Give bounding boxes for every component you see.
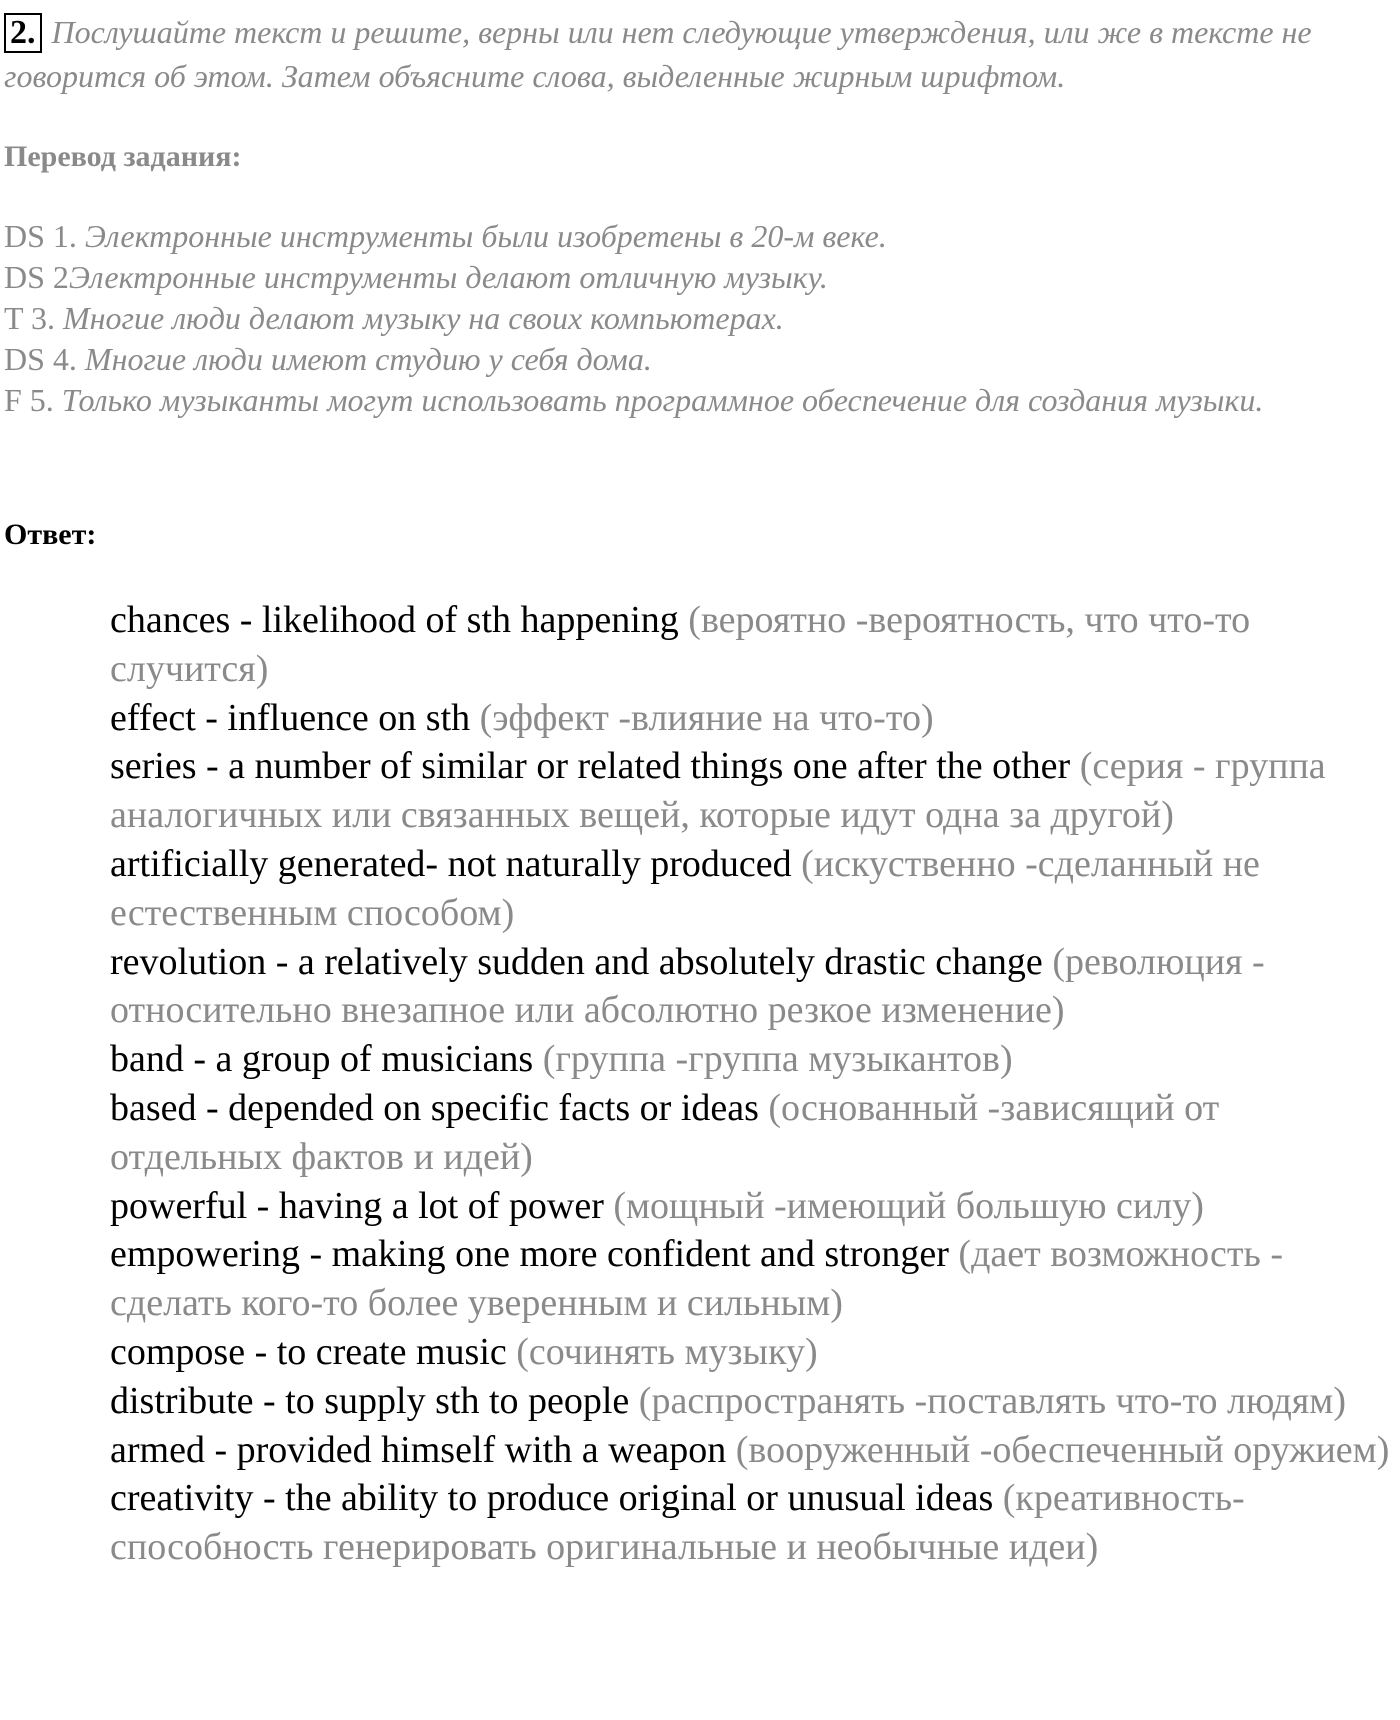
statement-text: Только музыканты могут использовать программное обеспечение для создания музыки. (53, 382, 1264, 418)
answer-translation: (вероятно -вероятность, что что-то случится) (110, 599, 1251, 690)
answer-item (110, 1230, 1398, 1328)
statement-mark: T 3. (4, 300, 55, 336)
answer-translation: (креативность- способность генерировать оригинальные и необычные идеи) (110, 1477, 1245, 1569)
answer-translation: (искуственно -сделанный не естественным способом) (110, 842, 1260, 934)
answer-translation: (основанный -зависящий от отдельных фактов и идей) (110, 1086, 1220, 1178)
answer-definition: effect - influence on sth (110, 696, 471, 739)
statement-item (4, 339, 1392, 380)
answer-translation: (сочинять музыку) (506, 1330, 818, 1373)
answer-item (110, 596, 1398, 694)
answer-definition: empowering - making one more confident and stronger (110, 1233, 949, 1276)
answer-item (110, 694, 1398, 743)
answer-definition: creativity - the ability to produce original or unusual ideas (110, 1477, 994, 1520)
answer-definition: powerful - having a lot of power (110, 1184, 604, 1227)
answer-translation: (группа -группа музыкантов) (533, 1038, 1013, 1081)
statement-item (4, 380, 1392, 421)
statement-text: Многие люди имеют студию у себя дома. (76, 341, 652, 377)
answer-item (110, 742, 1398, 840)
answer-item (110, 938, 1398, 1036)
answer-item (110, 1035, 1398, 1084)
answer-definition: artificially generated- not naturally produced (110, 842, 792, 885)
statements-list (4, 216, 1392, 421)
answer-translation: (вооруженный -обеспеченный оружием) (726, 1428, 1390, 1471)
answer-definition: band - a group of musicians (110, 1038, 534, 1081)
statement-item (4, 298, 1392, 339)
statement-text: Многие люди делают музыку на своих компьютерах. (54, 300, 784, 336)
statement-mark: DS 2 (4, 259, 69, 295)
statement-mark: DS 4. (4, 341, 77, 377)
answer-item (110, 1328, 1398, 1377)
statement-text: Электронные инструменты были изобретены в 20-м веке. (76, 218, 887, 254)
answer-definition: distribute - to supply sth to people (110, 1379, 630, 1422)
translation-heading: Перевод задания: (4, 140, 242, 173)
statement-text: Электронные инструменты делают отличную музыку. (68, 259, 828, 295)
answer-translation: (серия - группа аналогичных или связанных вещей, которые идут одна за другой) (110, 745, 1326, 837)
statement-mark: F 5. (4, 382, 54, 418)
answer-translation: (дает возможность - сделать кого-то более уверенным и сильным) (110, 1233, 1283, 1325)
answer-translation: (мощный -имеющий большую силу) (603, 1184, 1204, 1227)
answer-item (110, 1084, 1398, 1182)
answer-definition: series - a number of similar or related things one after the other (110, 745, 1071, 788)
answer-definition: chances - likelihood of sth happening (110, 599, 679, 641)
statement-item (4, 257, 1392, 298)
answer-translation: (эффект -влияние на что-то) (470, 696, 934, 739)
answer-translation: (распространять -поставлять что-то людям) (629, 1379, 1346, 1422)
answer-item (110, 1474, 1398, 1572)
answer-translation: (революция - относительно внезапное или абсолютно резкое изменение) (110, 940, 1265, 1032)
statement-mark: DS 1. (4, 218, 77, 254)
answer-heading: Ответ: (4, 518, 97, 551)
answer-item (110, 840, 1398, 938)
task-block (4, 10, 1392, 98)
statement-item (4, 216, 1392, 257)
answer-item (110, 1426, 1398, 1475)
answer-definition: based - depended on specific facts or ideas (110, 1086, 759, 1129)
answer-item (110, 1377, 1398, 1426)
task-number: 2. (4, 13, 42, 53)
answer-definition: revolution - a relatively sudden and absolutely drastic change (110, 940, 1043, 983)
answer-definition: compose - to create music (110, 1330, 507, 1373)
answer-item (110, 1182, 1398, 1231)
answer-definition: armed - provided himself with a weapon (110, 1428, 727, 1471)
answers-list (110, 596, 1398, 1572)
task-instruction: Послушайте текст и решите, верны или нет следующие утверждения, или же в тексте не говорится об этом. Затем объясните слова, выделенные жирным шрифтом. (4, 14, 1312, 94)
